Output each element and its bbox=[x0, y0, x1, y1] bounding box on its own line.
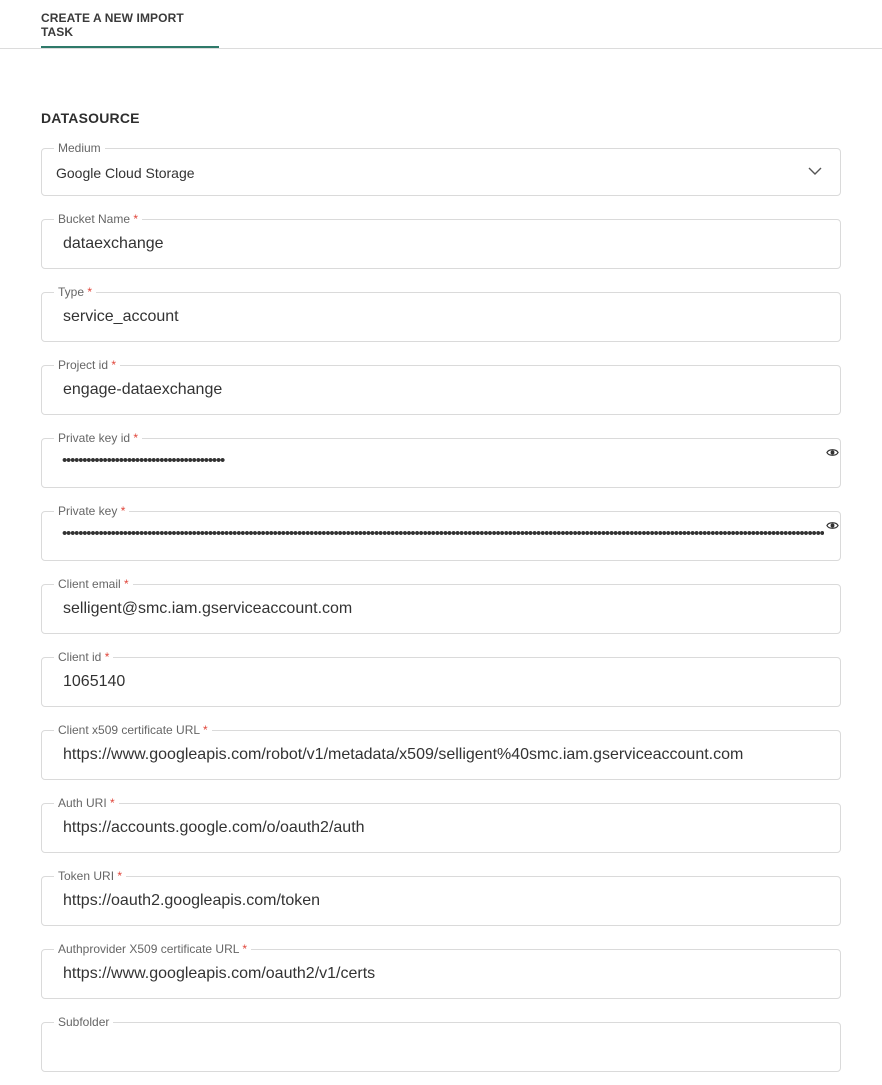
client-id-field[interactable] bbox=[41, 650, 841, 707]
project-id-value: engage-dataexchange bbox=[63, 381, 223, 398]
client-cert-url-value: https://www.googleapis.com/robot/v1/metadata/x509/selligent%40smc.iam.gserviceaccount.com bbox=[63, 746, 744, 763]
token-uri-label: Token URI * bbox=[54, 868, 126, 884]
chevron-down-icon[interactable] bbox=[807, 163, 823, 179]
client-email-label: Client email * bbox=[54, 576, 133, 592]
type-label: Type * bbox=[54, 284, 96, 300]
token-uri-field[interactable] bbox=[41, 869, 841, 926]
type-field[interactable] bbox=[41, 285, 841, 342]
tab-label: CREATE A NEW IMPORT TASK bbox=[41, 10, 184, 39]
authprovider-cert-url-field[interactable] bbox=[41, 942, 841, 999]
private-key-field[interactable] bbox=[41, 504, 841, 561]
bucket-name-field[interactable] bbox=[41, 212, 841, 269]
medium-label: Medium bbox=[54, 140, 105, 156]
project-id-label: Project id * bbox=[54, 357, 120, 373]
bucket-name-label: Bucket Name * bbox=[54, 211, 142, 227]
eye-icon[interactable] bbox=[826, 446, 839, 459]
project-id-field[interactable] bbox=[41, 358, 841, 415]
active-tab-indicator bbox=[41, 46, 219, 48]
private-key-masked-value: •••••••••••••••••••••••••••••••••••••••••••••••••••••••••••••••••••••••••••••••••••••••••••••••••••••••••••••••••••••••••••••••••••••••••••••••••••••••••••••••••••••••••••••••••••••••••••• bbox=[62, 525, 824, 542]
bucket-name-value: dataexchange bbox=[63, 235, 164, 252]
client-email-field[interactable] bbox=[41, 577, 841, 634]
client-email-value: selligent@smc.iam.gserviceaccount.com bbox=[63, 600, 353, 617]
private-key-id-masked-value: •••••••••••••••••••••••••••••••••••••••• bbox=[62, 452, 225, 469]
client-cert-url-field[interactable] bbox=[41, 723, 841, 780]
private-key-id-label: Private key id * bbox=[54, 430, 142, 446]
authprovider-cert-url-value: https://www.googleapis.com/oauth2/v1/certs bbox=[63, 965, 376, 982]
auth-uri-field[interactable] bbox=[41, 796, 841, 853]
auth-uri-label: Auth URI * bbox=[54, 795, 119, 811]
eye-icon[interactable] bbox=[826, 519, 839, 532]
subfolder-field[interactable] bbox=[41, 1015, 841, 1072]
medium-select[interactable] bbox=[41, 141, 841, 196]
type-value: service_account bbox=[63, 308, 179, 325]
private-key-label: Private key * bbox=[54, 503, 129, 519]
medium-value: Google Cloud Storage bbox=[56, 165, 195, 181]
client-id-value: 1065140 bbox=[63, 673, 126, 690]
auth-uri-value: https://accounts.google.com/o/oauth2/auth bbox=[63, 819, 365, 836]
client-cert-url-label: Client x509 certificate URL * bbox=[54, 722, 212, 738]
tab-create-import-task[interactable] bbox=[41, 0, 219, 49]
tab-bar bbox=[0, 0, 882, 49]
client-id-label: Client id * bbox=[54, 649, 113, 665]
private-key-id-field[interactable] bbox=[41, 431, 841, 488]
section-title: DATASOURCE bbox=[41, 110, 140, 126]
authprovider-cert-url-label: Authprovider X509 certificate URL * bbox=[54, 941, 251, 957]
subfolder-label: Subfolder bbox=[54, 1014, 113, 1030]
token-uri-value: https://oauth2.googleapis.com/token bbox=[63, 892, 321, 909]
